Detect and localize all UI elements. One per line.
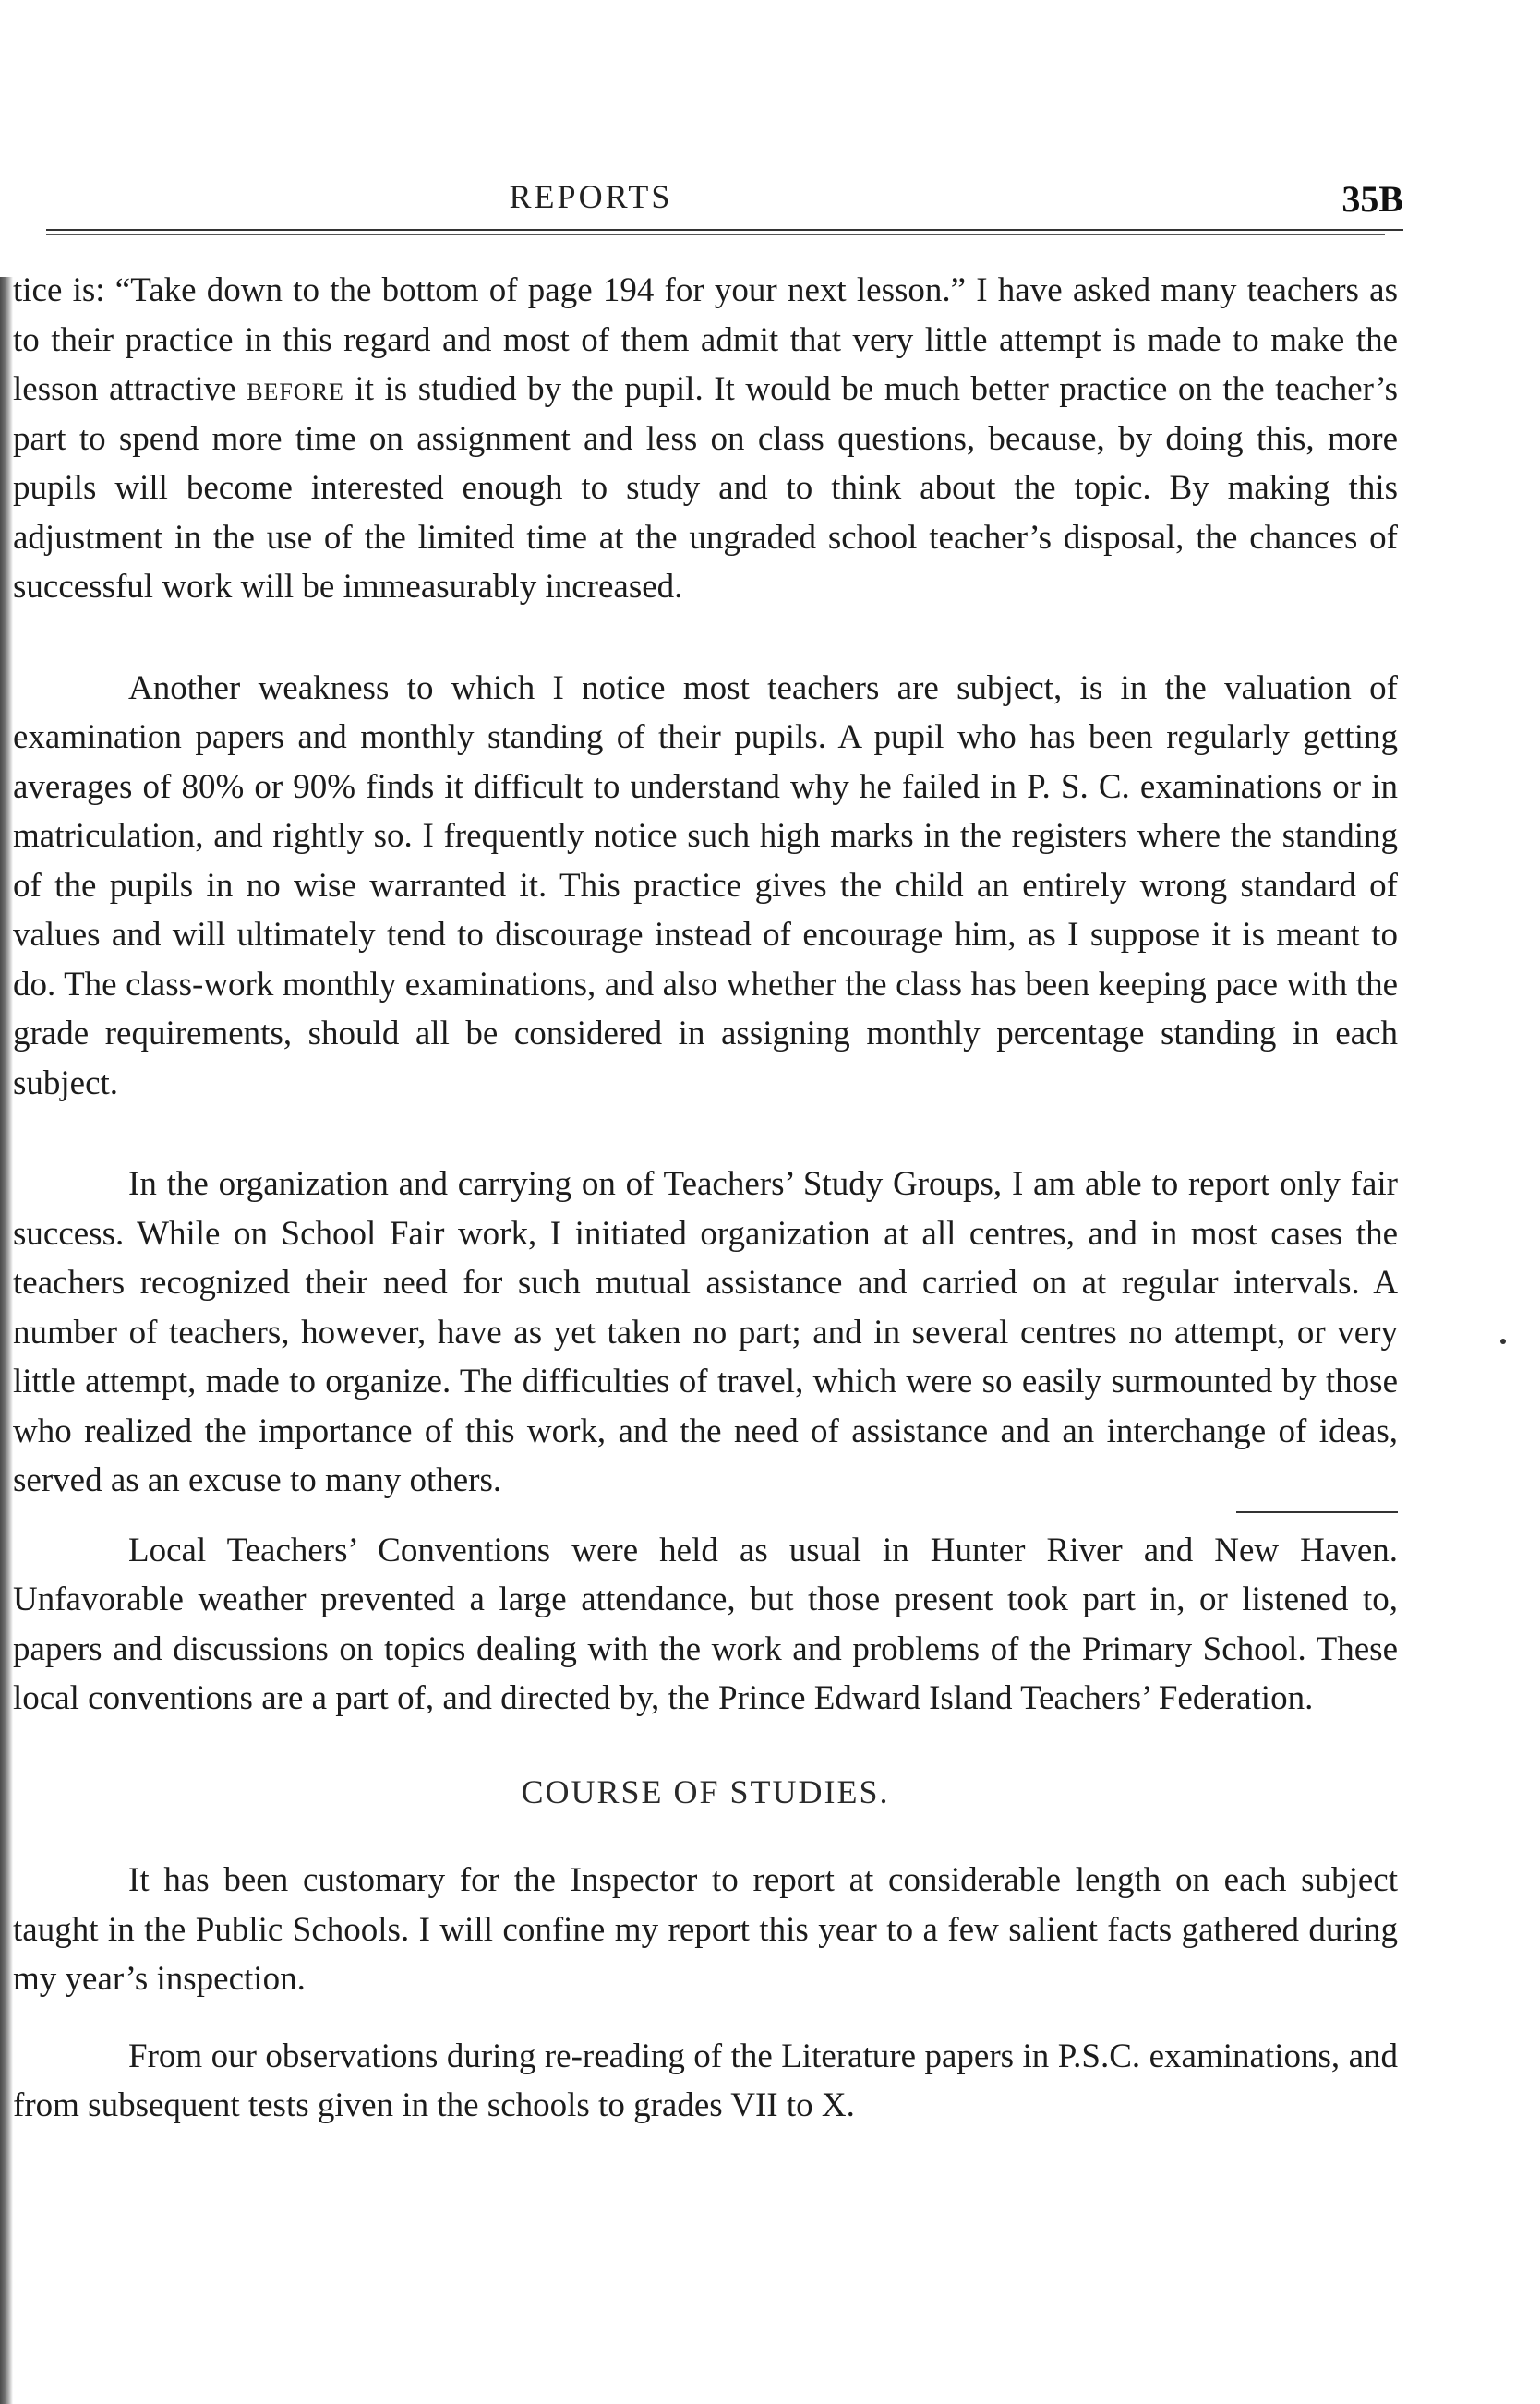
header-rule-secondary — [46, 234, 1385, 235]
running-title: REPORTS — [509, 178, 673, 215]
paragraph-conventions: Local Teachers’ Conventions were held as usual in Hunter River and New Haven. Unfavorable weather prevented a large attendance, but those present took part in, or listened to, papers and discussions on topics dealing with the work and problems of the Primary School. These local conventions are a part of, and directed by, the Prince Edward Island Teachers’ Federation. — [13, 1531, 1398, 1717]
short-rule — [1236, 1511, 1398, 1513]
binding-shadow — [0, 277, 13, 2404]
paragraph-assignment-text: tice is: “Take down to the bottom of page 194 for your next lesson.” I have asked many teachers as to their practice in this regard and most of them admit that very little attempt is made to make the lesson attractive — [13, 271, 1398, 408]
paragraph-examination-valuation: Another weakness to which I notice most teachers are subject, is in the valuation of examination papers and monthly standing of their pupils. A pupil who has been regularly getting averages of 80% or 90% finds it difficult to understand why he failed in P. S. C. examinations or in matriculation, and rightly so. I frequently notice such high marks in the registers where the standing of the pupils in no wise warranted it. This practice gives the child an entirely wrong standard of values and will ultimately tend to discourage instead of encourage him, as I suppose it is meant to do. The class-work monthly examinations, and also whether the class has been keeping pace with the grade requirements, should all be considered in assigning monthly percentage standing in each subject. — [13, 668, 1398, 1102]
header-rule — [46, 229, 1403, 231]
page-header — [37, 172, 1403, 236]
report-body — [13, 266, 1398, 2131]
scan-speck — [1500, 1339, 1506, 1344]
paragraph-assignment-text-rest: it is studied by the pupil. It would be much better practice on the teacher’s part to spend more time on assignment and less on class questions, because, by doing this, more pupils will become interested enough to study and to think about the topic. By making this adjustment in the use of the limited time at the ungraded school teacher’s disposal, the chances of successful work will be immeasurably increased. — [13, 370, 1399, 606]
paragraph-course-intro: It has been customary for the Inspector to report at considerable length on each subject taught in the Public Schools. I will confine my report this year to a few salient facts gathered during my year’s inspection. — [13, 1861, 1398, 1998]
paragraph-assignment — [13, 266, 1398, 612]
emphasis-before: before — [247, 370, 344, 408]
paragraph-study-groups: In the organization and carrying on of Teachers’ Study Groups, I am able to report only fair success. While on School Fair work, I initiated organization at all centres, and in most cases the teachers recognized their need for such mutual assistance and carried on at regular intervals. A number of teachers, however, have as yet taken no part; and in several centres no attempt, or very little attempt, made to organize. The difficulties of travel, which were so easily surmounted by those who realized the importance of this work, and the need of assistance and an interchange of ideas, served as an excuse to many others. — [13, 1165, 1398, 1499]
section-heading: COURSE OF STUDIES. — [521, 1773, 890, 1810]
paragraph-literature: From our observations during re-reading of the Literature papers in P.S.C. examinations, and from subsequent tests given in the schools to grades VII to X. — [13, 2037, 1398, 2124]
page-number: 35B — [1341, 178, 1403, 220]
